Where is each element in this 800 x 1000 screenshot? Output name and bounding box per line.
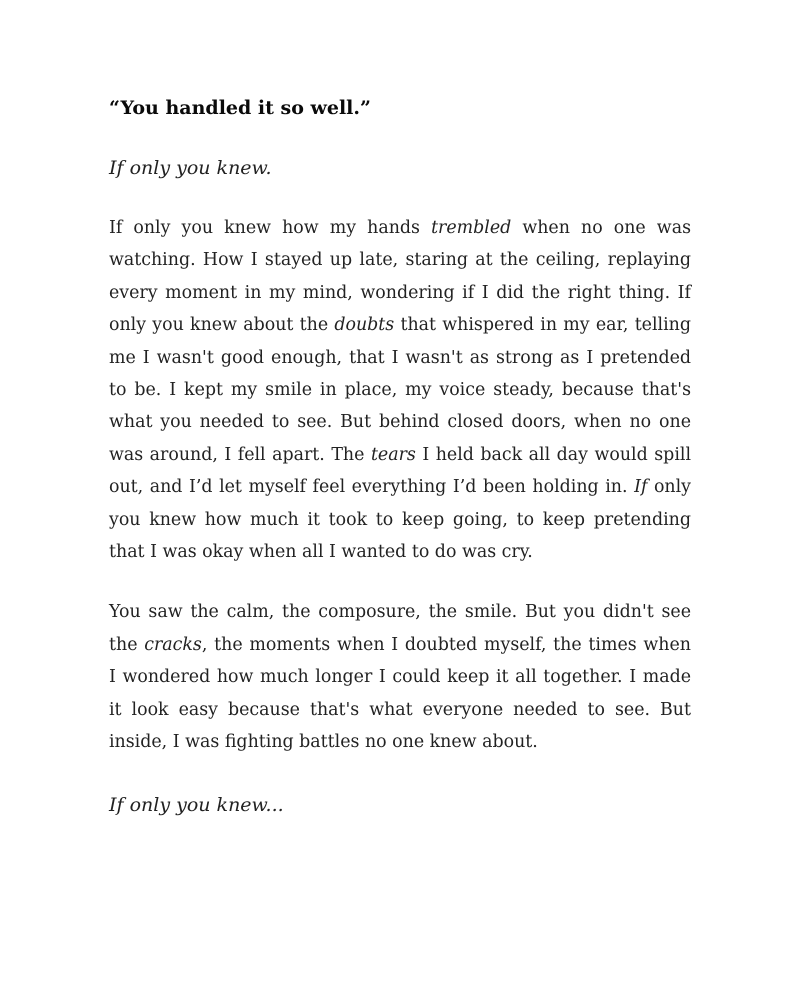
text-run: when no one was watching. How I stayed up late, staring at the ceiling, replaying every moment in my mind, wondering if I did the right thing. If only you knew about the: [109, 218, 691, 336]
text-run: , the moments when I doubted myself, the times when I wondered how much longer I could keep it all together. I made it look easy because that's what everyone needed to see. But inside, I was fighting battles no one knew about.: [109, 634, 691, 753]
text-run: I held back all day would spill out, and I’d let myself feel everything I’d been holding in.: [109, 444, 692, 498]
emphasis-text: doubts: [334, 315, 395, 336]
emphasis-text: cracks: [144, 634, 202, 655]
text-run: If only you knew how my hands: [109, 218, 432, 238]
text-run: that whispered in my ear, telling me I wasn't good enough, that I wasn't as strong as I pretended to be. I kept my smile in place, my voice steady, because that's what you needed to see. But behind closed doors, when no one was around, I fell apart. The: [109, 315, 691, 465]
text-run: only you knew how much it took to keep going, to keep pretending that I was okay when all I wanted to do was cry.: [109, 477, 691, 563]
document-page: [109, 92, 691, 821]
document-title: “You handled it so well.”: [109, 97, 371, 119]
paragraph-1: [109, 212, 691, 568]
text-run: You saw the calm, the composure, the smile. But you didn't see the: [109, 602, 691, 655]
closing-line: If only you knew...: [109, 793, 284, 816]
emphasis-text: If: [634, 477, 648, 498]
emphasis-text: trembled: [431, 218, 512, 238]
intro-line: If only you knew.: [109, 157, 272, 179]
paragraph-2: [109, 596, 691, 758]
emphasis-text: tears: [370, 444, 416, 465]
